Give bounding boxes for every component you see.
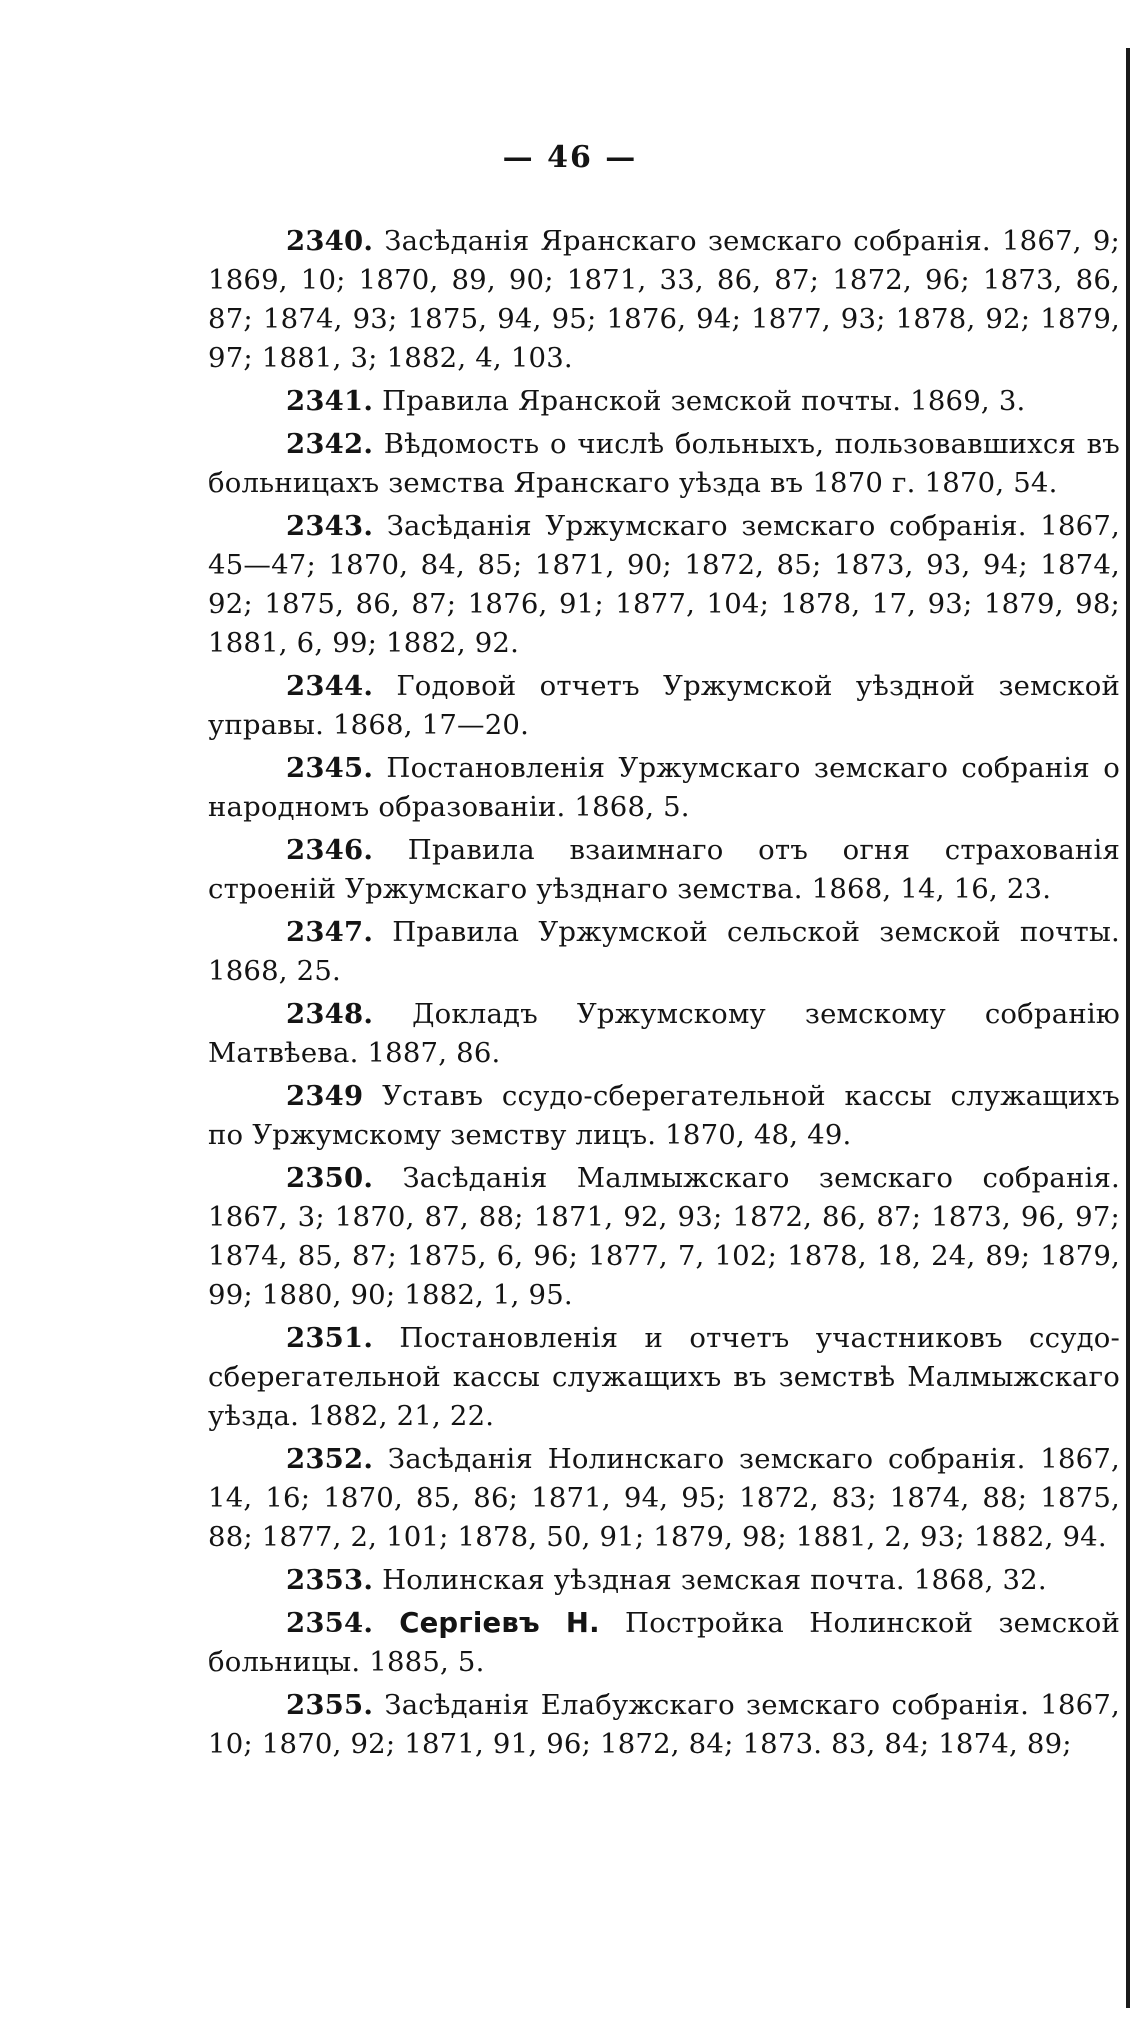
entry-number: 2348. bbox=[286, 998, 374, 1030]
entry-2342 bbox=[208, 425, 1120, 503]
entry-text: Засѣданія Нолинскаго земскаго собранія. 1867, 14, 16; 1870, 85, 86; 1871, 94, 95; 1872, 83; 1874, 88; 1875, 88; 1877, 2, 101; 1878, 50, 91; 1879, 98; 1881, 2, 93; 1882, 94. bbox=[208, 1443, 1120, 1553]
entry-text: Годовой отчетъ Уржумской уѣздной земской управы. 1868, 17—20. bbox=[208, 670, 1120, 741]
entry-2341 bbox=[208, 382, 1120, 421]
entry-number: 2355. bbox=[286, 1689, 374, 1721]
entry-list bbox=[208, 222, 1120, 1768]
entry-2351 bbox=[208, 1319, 1120, 1436]
entry-2345 bbox=[208, 749, 1120, 827]
entry-number: 2346. bbox=[286, 834, 374, 866]
entry-2347 bbox=[208, 913, 1120, 991]
entry-text: Уставъ ссудо-сберегательной кассы служащихъ по Уржумскому земству лицъ. 1870, 48, 49. bbox=[208, 1080, 1120, 1151]
entry-number: 2351. bbox=[286, 1322, 374, 1354]
entry-number: 2342. bbox=[286, 428, 374, 460]
right-edge-rule bbox=[1126, 48, 1130, 2008]
entry-number: 2341. bbox=[286, 385, 374, 417]
entry-text: Нолинская уѣздная земская почта. 1868, 32. bbox=[373, 1564, 1047, 1596]
entry-text: Засѣданія Уржумскаго земскаго собранія. 1867, 45—47; 1870, 84, 85; 1871, 90; 1872, 85; 1873, 93, 94; 1874, 92; 1875, 86, 87; 1876, 91; 1877, 104; 1878, 17, 93; 1879, 98; 1881, 6, 99; 1882, 92. bbox=[208, 510, 1120, 659]
entry-2348 bbox=[208, 995, 1120, 1073]
entry-number: 2345. bbox=[286, 752, 374, 784]
entry-text: Засѣданія Яранскаго земскаго собранія. 1867, 9; 1869, 10; 1870, 89, 90; 1871, 33, 86, 87; 1872, 96; 1873, 86, 87; 1874, 93; 1875, 94, 95; 1876, 94; 1877, 93; 1878, 92; 1879, 97; 1881, 3; 1882, 4, 103. bbox=[208, 225, 1120, 374]
entry-2353 bbox=[208, 1561, 1120, 1600]
entry-text: Засѣданія Малмыжскаго земскаго собранія. 1867, 3; 1870, 87, 88; 1871, 92, 93; 1872, 86, 87; 1873, 96, 97; 1874, 85, 87; 1875, 6, 96; 1877, 7, 102; 1878, 18, 24, 89; 1879, 99; 1880, 90; 1882, 1, 95. bbox=[208, 1162, 1120, 1311]
entry-number: 2350. bbox=[286, 1162, 374, 1194]
entry-text: Правила взаимнаго отъ огня страхованія строеній Уржумскаго уѣзднаго земства. 1868, 14, 16, 23. bbox=[208, 834, 1120, 905]
entry-number: 2344. bbox=[286, 670, 374, 702]
entry-text: Правила Яранской земской почты. 1869, 3. bbox=[373, 385, 1026, 417]
page-number: — 46 — bbox=[502, 140, 638, 175]
entry-text: Вѣдомость о числѣ больныхъ, пользовавшихся въ больницахъ земства Яранскаго уѣзда въ 1870 г. 1870, 54. bbox=[208, 428, 1120, 499]
entry-text: Постановленія Уржумскаго земскаго собранія о народномъ образованіи. 1868, 5. bbox=[208, 752, 1120, 823]
entry-text: Правила Уржумской сельской земской почты. 1868, 25. bbox=[208, 916, 1120, 987]
entry-2349 bbox=[208, 1077, 1120, 1155]
entry-text: Постройка Нолинской земской больницы. 1885, 5. bbox=[208, 1607, 1120, 1678]
entry-number: 2343. bbox=[286, 510, 374, 542]
entry-2344 bbox=[208, 667, 1120, 745]
entry-2346 bbox=[208, 831, 1120, 909]
entry-number: 2353. bbox=[286, 1564, 374, 1596]
entry-2352 bbox=[208, 1440, 1120, 1557]
entry-2354 bbox=[208, 1604, 1120, 1682]
entry-number: 2352. bbox=[286, 1443, 374, 1475]
entry-number: 2340. bbox=[286, 225, 374, 257]
entry-2340 bbox=[208, 222, 1120, 378]
entry-text: Постановленія и отчетъ участниковъ ссудо-сберегательной кассы служащихъ въ земствѣ Малмыжскаго уѣзда. 1882, 21, 22. bbox=[208, 1322, 1120, 1432]
entry-2350 bbox=[208, 1159, 1120, 1315]
entry-number: 2354. bbox=[286, 1607, 374, 1639]
entry-2355 bbox=[208, 1686, 1120, 1764]
entry-number: 2349 bbox=[286, 1080, 364, 1112]
entry-text: Засѣданія Елабужскаго земскаго собранія. 1867, 10; 1870, 92; 1871, 91, 96; 1872, 84; 1873. 83, 84; 1874, 89; bbox=[208, 1689, 1120, 1760]
entry-number: 2347. bbox=[286, 916, 374, 948]
entry-text: Докладъ Уржумскому земскому собранію Матвѣева. 1887, 86. bbox=[208, 998, 1120, 1069]
entry-2343 bbox=[208, 507, 1120, 663]
entry-author: Сергіевъ Н. bbox=[373, 1607, 600, 1639]
